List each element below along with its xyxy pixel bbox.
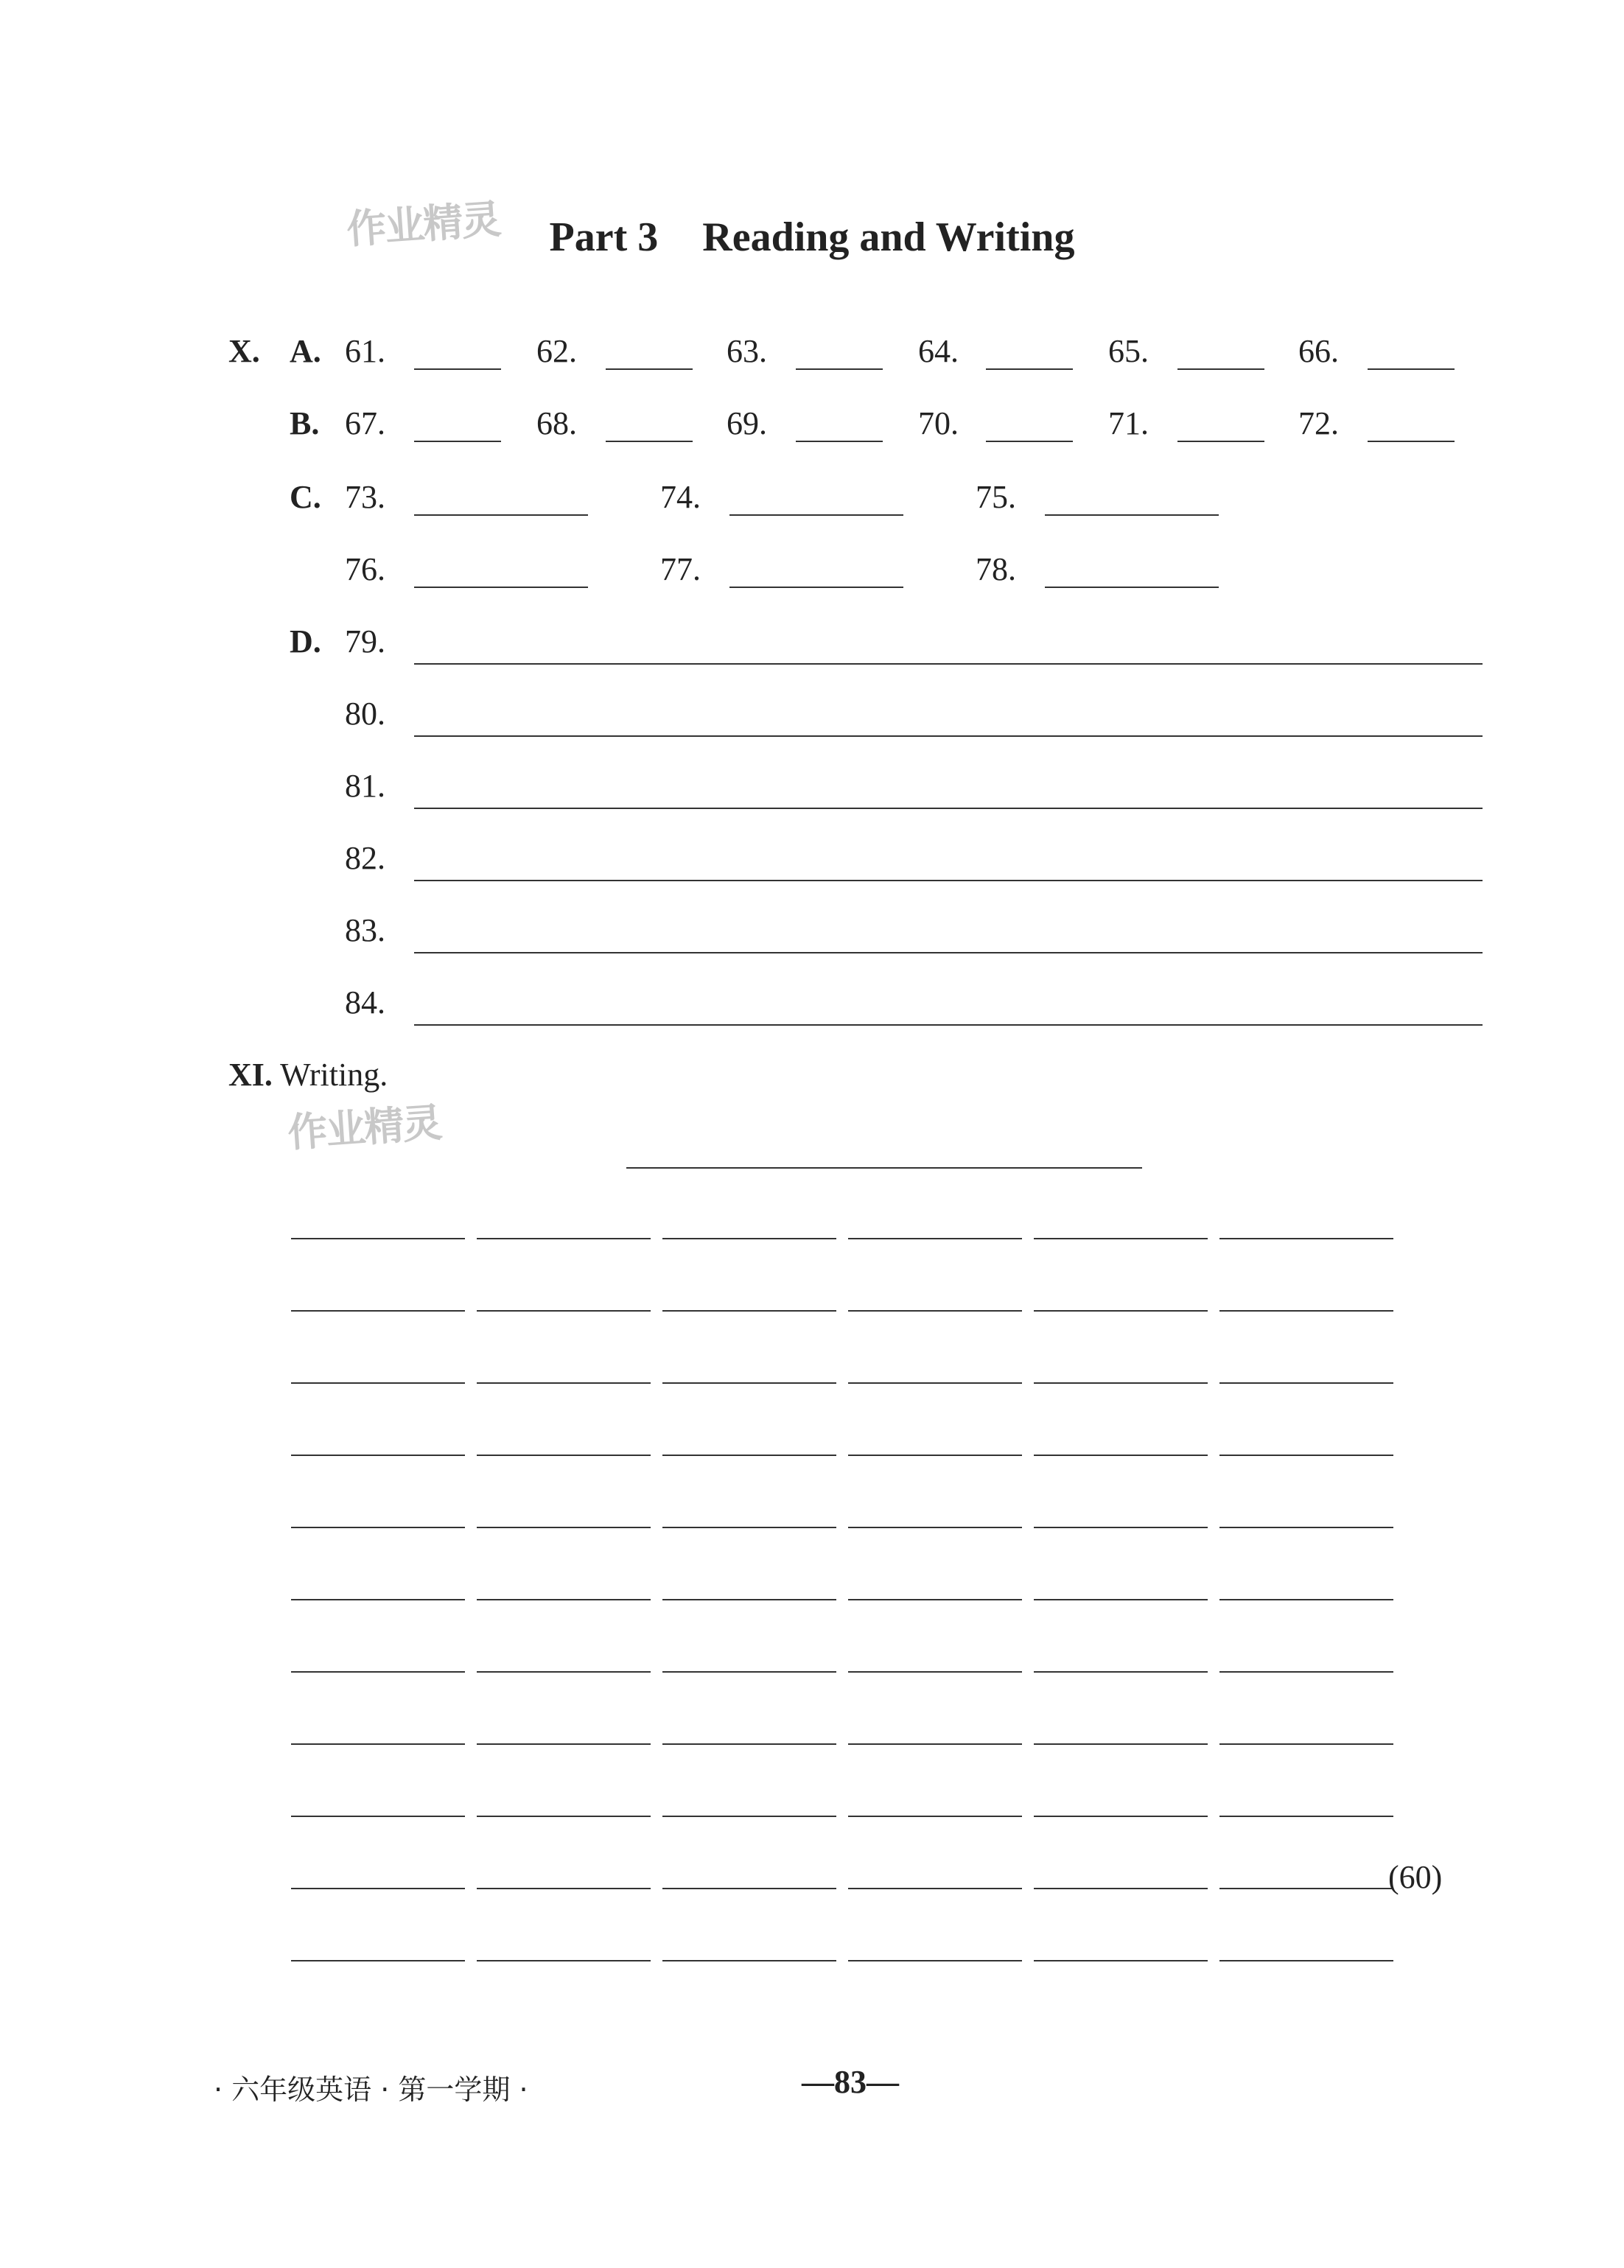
q-number: 61. — [345, 333, 385, 369]
q-number: 73. — [345, 479, 385, 515]
q-number: 72. — [1298, 405, 1339, 441]
writing-line[interactable] — [848, 1382, 1022, 1384]
writing-line[interactable] — [1219, 1888, 1393, 1889]
writing-line[interactable] — [662, 1310, 836, 1312]
writing-line[interactable] — [1219, 1743, 1393, 1745]
q-number: 74. — [660, 479, 701, 515]
q-number: 71. — [1108, 405, 1149, 441]
writing-line[interactable] — [291, 1743, 465, 1745]
writing-line[interactable] — [848, 1527, 1022, 1528]
writing-line[interactable] — [477, 1888, 651, 1889]
sub-label-a: A. — [290, 333, 321, 369]
watermark: 作业精灵 — [345, 195, 502, 253]
writing-line[interactable] — [848, 1743, 1022, 1745]
score-label: (60) — [1388, 1859, 1443, 1895]
writing-line[interactable] — [477, 1310, 651, 1312]
writing-line[interactable] — [291, 1888, 465, 1889]
writing-line[interactable] — [477, 1238, 651, 1239]
writing-line[interactable] — [662, 1743, 836, 1745]
writing-line[interactable] — [477, 1599, 651, 1600]
q-number: 82. — [345, 840, 385, 876]
q-number: 78. — [976, 551, 1016, 587]
answer-blank[interactable] — [1045, 587, 1219, 588]
writing-line[interactable] — [477, 1816, 651, 1817]
writing-line[interactable] — [662, 1238, 836, 1239]
q-number: 62. — [536, 333, 577, 369]
page-title — [0, 214, 1624, 261]
writing-line[interactable] — [1034, 1743, 1208, 1745]
answer-blank[interactable] — [414, 514, 588, 516]
writing-line[interactable] — [291, 1238, 465, 1239]
writing-line[interactable] — [848, 1888, 1022, 1889]
q-number: 69. — [727, 405, 767, 441]
writing-line[interactable] — [477, 1671, 651, 1673]
answer-blank[interactable] — [729, 514, 903, 516]
writing-line[interactable] — [477, 1455, 651, 1456]
writing-line[interactable] — [662, 1671, 836, 1673]
q-number: 68. — [536, 405, 577, 441]
q-number: 64. — [918, 333, 959, 369]
writing-line[interactable] — [291, 1455, 465, 1456]
q-number: 81. — [345, 768, 385, 804]
writing-line[interactable] — [1034, 1238, 1208, 1239]
answer-blank[interactable] — [986, 368, 1073, 370]
answer-blank[interactable] — [606, 368, 693, 370]
q-number: 67. — [345, 405, 385, 441]
answer-blank[interactable] — [729, 587, 903, 588]
page-number: —83— — [802, 2064, 899, 2100]
answer-blank[interactable] — [1045, 514, 1219, 516]
sub-label-c: C. — [290, 479, 321, 515]
answer-blank[interactable] — [414, 441, 501, 442]
writing-line[interactable] — [662, 1960, 836, 1961]
writing-line[interactable] — [1034, 1382, 1208, 1384]
writing-line[interactable] — [1219, 1671, 1393, 1673]
writing-line[interactable] — [1034, 1599, 1208, 1600]
q-number: 65. — [1108, 333, 1149, 369]
q-number: 63. — [727, 333, 767, 369]
writing-line[interactable] — [662, 1527, 836, 1528]
answer-blank[interactable] — [606, 441, 693, 442]
writing-line[interactable] — [291, 1599, 465, 1600]
footer-course: · 六年级英语 · 第一学期 · — [214, 2073, 528, 2106]
answer-blank[interactable] — [1368, 441, 1455, 442]
writing-line[interactable] — [1034, 1671, 1208, 1673]
writing-line[interactable] — [291, 1960, 465, 1961]
writing-line[interactable] — [291, 1671, 465, 1673]
writing-line[interactable] — [662, 1455, 836, 1456]
sub-label-b: B. — [290, 405, 320, 441]
writing-line[interactable] — [477, 1527, 651, 1528]
writing-line[interactable] — [1034, 1816, 1208, 1817]
answer-blank[interactable] — [796, 441, 883, 442]
section-x-label: X. — [228, 333, 260, 369]
writing-line[interactable] — [1219, 1599, 1393, 1600]
q-number: 77. — [660, 551, 701, 587]
writing-line[interactable] — [848, 1455, 1022, 1456]
answer-line[interactable] — [414, 880, 1483, 881]
writing-line[interactable] — [848, 1599, 1022, 1600]
answer-blank[interactable] — [796, 368, 883, 370]
writing-line[interactable] — [1034, 1310, 1208, 1312]
part-label: Part 3 — [549, 214, 659, 260]
answer-blank[interactable] — [414, 368, 501, 370]
answer-line[interactable] — [414, 952, 1483, 953]
q-number: 66. — [1298, 333, 1339, 369]
writing-line[interactable] — [477, 1743, 651, 1745]
writing-line[interactable] — [848, 1816, 1022, 1817]
answer-blank[interactable] — [1368, 368, 1455, 370]
writing-line[interactable] — [1034, 1888, 1208, 1889]
writing-line[interactable] — [662, 1599, 836, 1600]
answer-line[interactable] — [414, 1024, 1483, 1026]
writing-title-line[interactable] — [626, 1167, 1142, 1169]
writing-line[interactable] — [291, 1310, 465, 1312]
writing-line[interactable] — [291, 1816, 465, 1817]
writing-line[interactable] — [1034, 1527, 1208, 1528]
answer-blank[interactable] — [986, 441, 1073, 442]
answer-blank[interactable] — [1177, 368, 1264, 370]
sub-label-d: D. — [290, 623, 321, 659]
section-xi-instruction: Writing. — [280, 1057, 388, 1093]
answer-blank[interactable] — [414, 587, 588, 588]
writing-line[interactable] — [848, 1310, 1022, 1312]
writing-line[interactable] — [1034, 1455, 1208, 1456]
section-xi-label: XI — [228, 1057, 265, 1093]
q-number: 84. — [345, 984, 385, 1021]
writing-line[interactable] — [477, 1960, 651, 1961]
writing-line[interactable] — [291, 1527, 465, 1528]
writing-line[interactable] — [848, 1671, 1022, 1673]
writing-line[interactable] — [662, 1816, 836, 1817]
q-number: 79. — [345, 623, 385, 659]
q-number: 75. — [976, 479, 1016, 515]
writing-line[interactable] — [848, 1960, 1022, 1961]
writing-line[interactable] — [662, 1382, 836, 1384]
watermark: 作业精灵 — [286, 1099, 443, 1157]
answer-line[interactable] — [414, 735, 1483, 737]
q-number: 70. — [918, 405, 959, 441]
writing-line[interactable] — [1219, 1382, 1393, 1384]
q-number: 76. — [345, 551, 385, 587]
writing-line[interactable] — [1219, 1455, 1393, 1456]
writing-line[interactable] — [477, 1382, 651, 1384]
answer-blank[interactable] — [1177, 441, 1264, 442]
writing-line[interactable] — [1219, 1238, 1393, 1239]
writing-line[interactable] — [291, 1382, 465, 1384]
writing-line[interactable] — [1034, 1960, 1208, 1961]
answer-line[interactable] — [414, 808, 1483, 809]
writing-line[interactable] — [1219, 1527, 1393, 1528]
part-name: Reading and Writing — [702, 214, 1075, 260]
q-number: 83. — [345, 912, 385, 948]
writing-line[interactable] — [1219, 1960, 1393, 1961]
writing-line[interactable] — [1219, 1816, 1393, 1817]
section-xi-heading: XI. Writing. — [228, 1057, 388, 1093]
q-number: 80. — [345, 696, 385, 732]
writing-line[interactable] — [662, 1888, 836, 1889]
writing-line[interactable] — [1219, 1310, 1393, 1312]
answer-line[interactable] — [414, 663, 1483, 665]
writing-line[interactable] — [848, 1238, 1022, 1239]
